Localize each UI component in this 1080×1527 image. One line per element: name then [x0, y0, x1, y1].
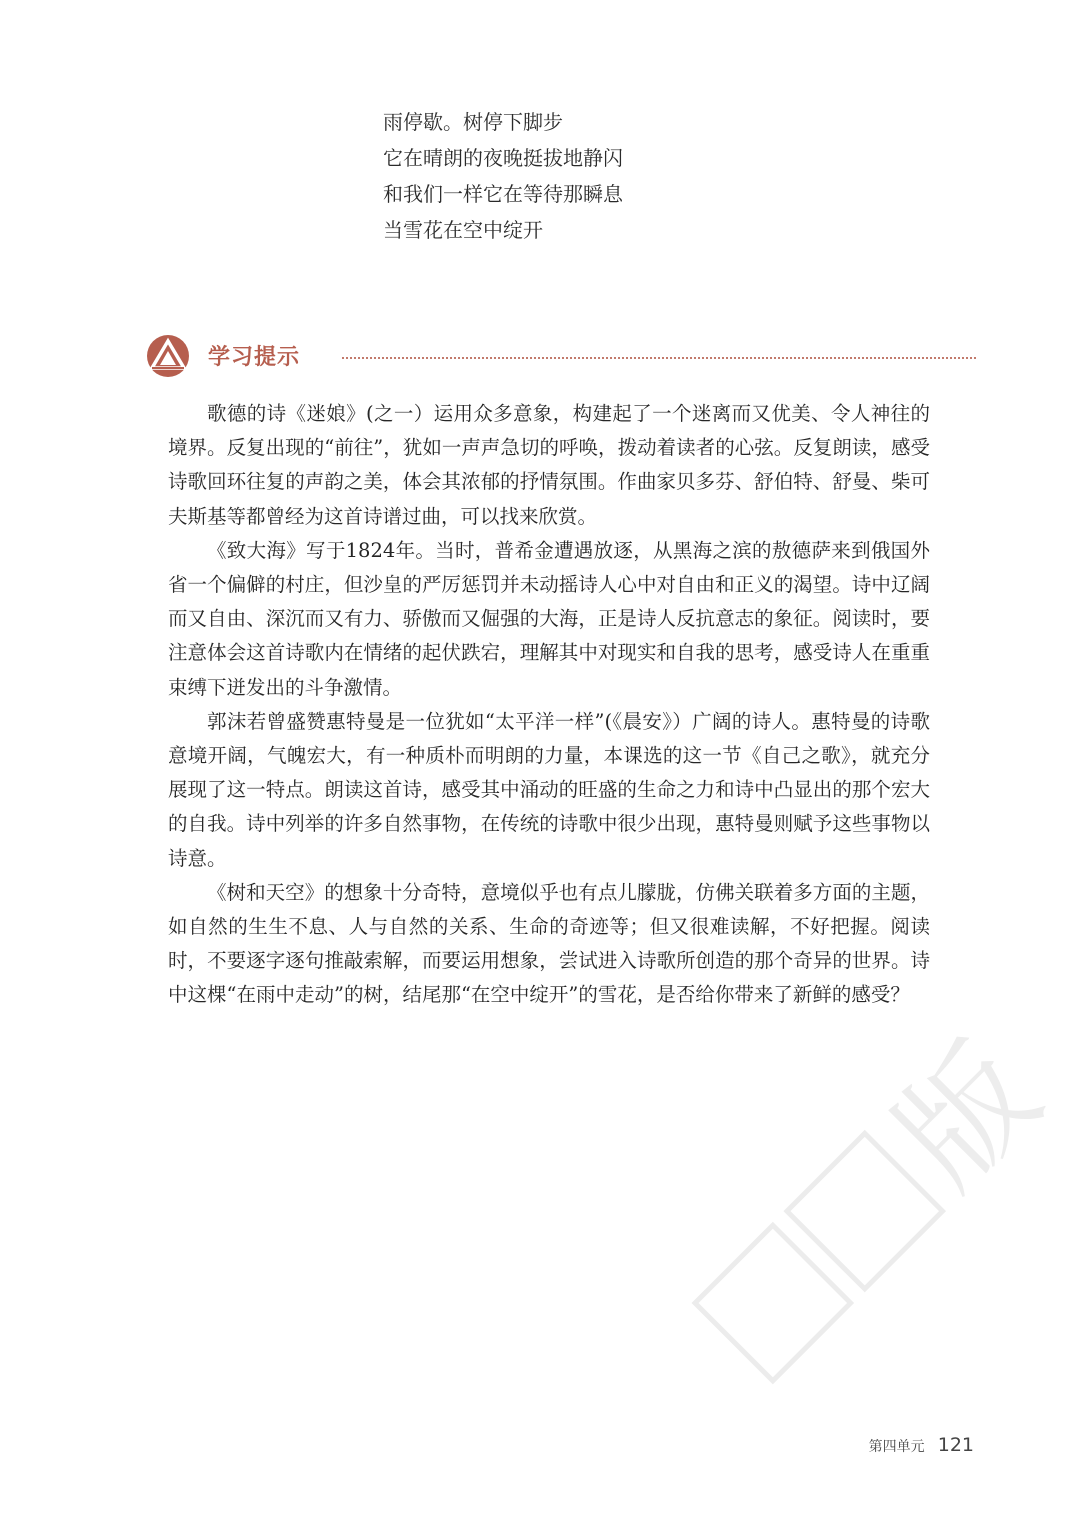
poem-line: 它在晴朗的夜晚挺拔地静闪 [383, 146, 623, 170]
paragraph: 《致大海》写于1824年。当时，普希金遭遇放逐，从黑海之滨的敖德萨来到俄国外省一个偏僻的村庄，但沙皇的严厉惩罚并未动摇诗人心中对自由和正义的渴望。诗中辽阔而又自由、深沉而又有力、骄傲而又倔强的大海，正是诗人反抗意志的象征。阅读时，要注意体会这首诗歌内在情绪的起伏跌宕，理解其中对现实和自我的思考，感受诗人在重重束缚下迸发出的斗争激情。 [168, 538, 930, 699]
paragraph: 《树和天空》的想象十分奇特，意境似乎也有点儿朦胧，仿佛关联着多方面的主题，如自然的生生不息、人与自然的关系、生命的奇迹等；但又很难读解，不好把握。阅读时，不要逐字逐句推敲索解，而要运用想象，尝试进入诗歌所创造的那个奇异的世界。诗中这棵“在雨中走动”的树，结尾那“在空中绽开”的雪花，是否给你带来了新鲜的感受？ [168, 880, 930, 1007]
study-tips-header [146, 334, 976, 382]
page-footer [869, 1434, 974, 1456]
watermark-text: 版 [867, 1015, 1067, 1216]
section-title: 学习提示 [208, 345, 301, 370]
unit-label: 第四单元 [868, 1439, 925, 1455]
paragraph: 歌德的诗《迷娘》(之一）运用众多意象，构建起了一个迷离而又优美、令人神往的境界。反复出现的“前往”，犹如一声声急切的呼唤，拨动着读者的心弦。反复朗读，感受诗歌回环往复的声韵之美，体会其浓郁的抒情氛围。作曲家贝多芬、舒伯特、舒曼、柴可夫斯基等都曾经为这首诗谱过曲，可以找来欣赏。 [168, 402, 930, 528]
poem-line: 当雪花在空中绽开 [383, 218, 543, 242]
poem-excerpt [383, 104, 623, 248]
study-tips-body [168, 397, 930, 1013]
paragraph: 郭沫若曾盛赞惠特曼是一位犹如“太平洋一样”(《晨安》）广阔的诗人。惠特曼的诗歌意境开阔，气魄宏大，有一种质朴而明朗的力量，本课选的这一节《自己之歌》，就充分展现了这一特点。朗读这首诗，感受其中涌动的旺盛的生命之力和诗中凸显出的那个宏大的自我。诗中列举的许多自然事物，在传统的诗歌中很少出现，惠特曼则赋予这些事物以诗意。 [168, 709, 930, 870]
poem-line: 和我们一样它在等待那瞬息 [383, 182, 623, 206]
poem-line: 雨停歇。树停下脚步 [383, 110, 563, 134]
triangle-logo-icon [146, 334, 190, 378]
page-number: 121 [937, 1434, 974, 1456]
dotted-divider [342, 357, 976, 359]
